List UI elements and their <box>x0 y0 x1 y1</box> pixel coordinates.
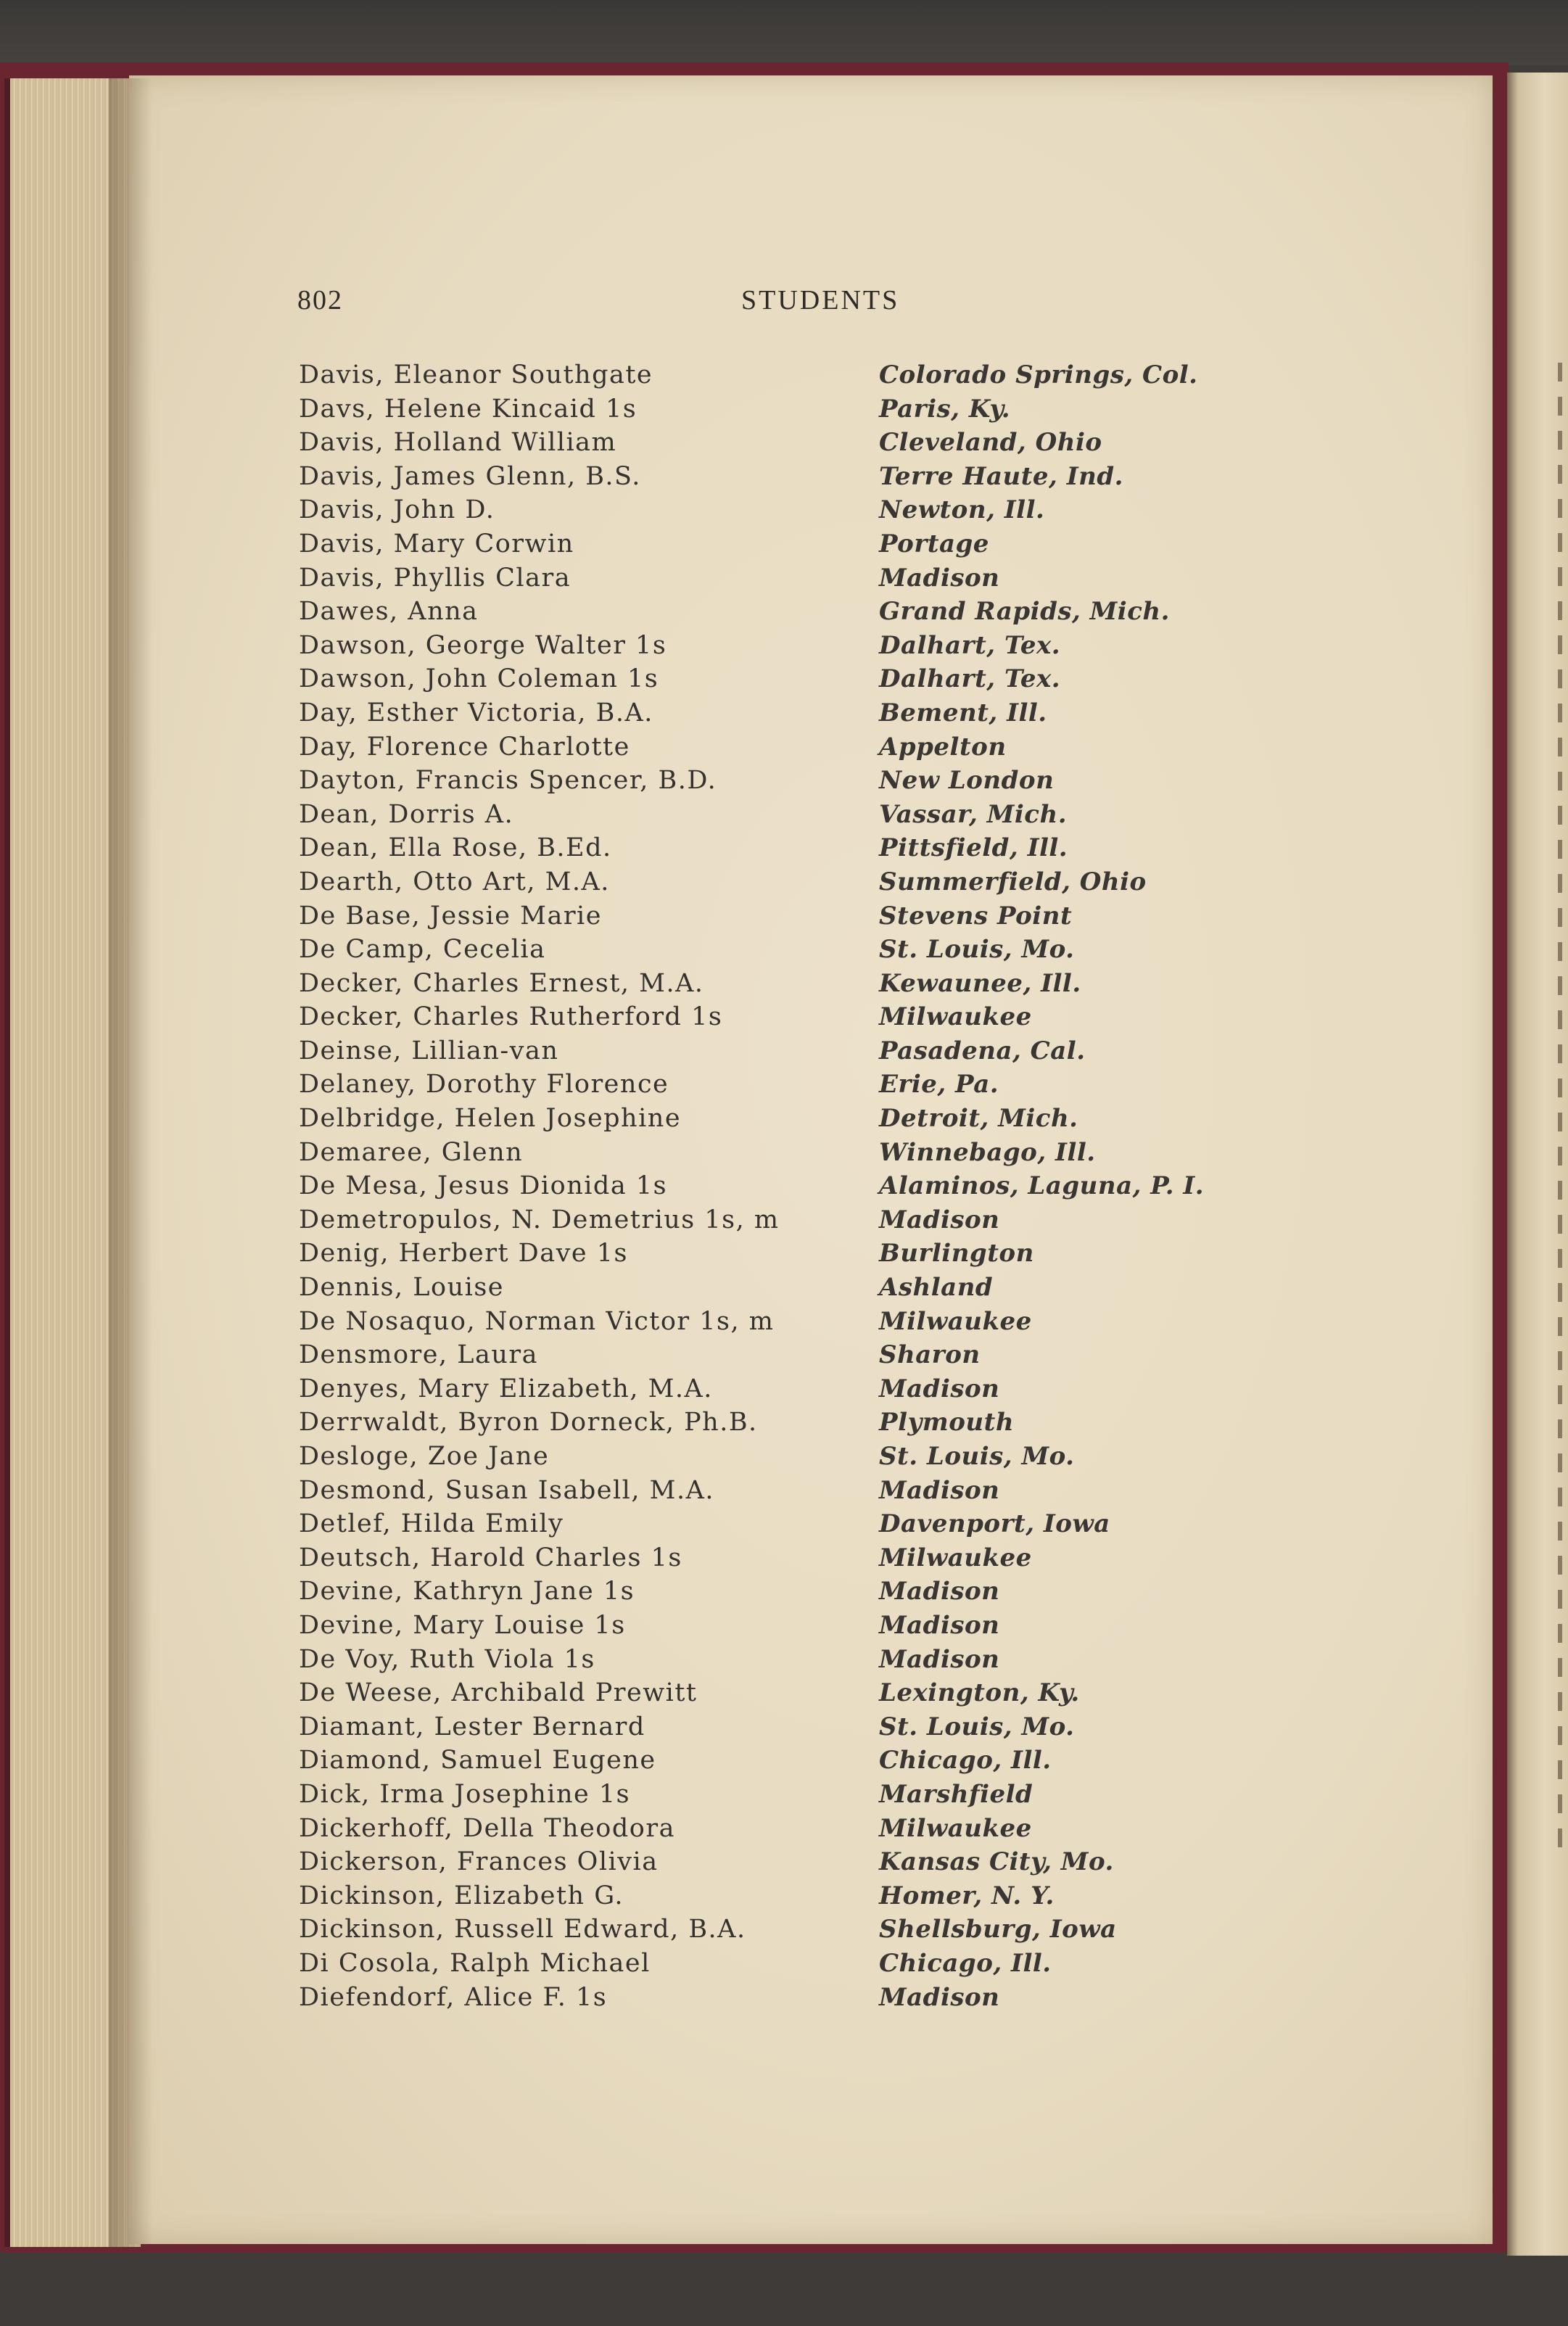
student-hometown: Pasadena, Cal. <box>879 1036 1086 1065</box>
student-entry <box>299 1947 1307 1981</box>
text-fragment <box>1558 1419 1562 1438</box>
student-entry <box>299 1879 1307 1913</box>
student-hometown: Pittsfield, Ill. <box>879 833 1068 863</box>
text-fragment <box>1558 1624 1562 1643</box>
student-entry <box>299 764 1307 798</box>
student-name: Dean, Ella Rose, B.Ed. <box>299 833 612 863</box>
student-name: Denig, Herbert Dave 1s <box>299 1239 628 1269</box>
student-name: Desloge, Zoe Jane <box>299 1442 550 1471</box>
student-name: De Camp, Cecelia <box>299 935 546 965</box>
text-fragment <box>1558 1453 1562 1472</box>
student-name: Detlef, Hilda Emily <box>299 1509 564 1539</box>
student-hometown: Milwaukee <box>879 1306 1032 1336</box>
text-fragment <box>1558 738 1562 756</box>
facing-page-text-fragments <box>1558 363 1565 2031</box>
student-name: Diamond, Samuel Eugene <box>299 1746 656 1776</box>
student-entry <box>299 798 1307 832</box>
student-entry <box>299 493 1307 527</box>
student-entry <box>299 527 1307 561</box>
student-entry <box>299 1372 1307 1406</box>
student-entry <box>299 1271 1307 1305</box>
student-name: Demetropulos, N. Demetrius 1s, m <box>299 1205 780 1234</box>
student-name: Dickinson, Elizabeth G. <box>299 1881 624 1910</box>
student-entry <box>299 1507 1307 1541</box>
student-hometown: Kansas City, Mo. <box>879 1847 1114 1877</box>
student-hometown: Newton, Ill. <box>879 495 1045 525</box>
running-title: STUDENTS <box>741 285 900 316</box>
text-fragment <box>1558 1726 1562 1745</box>
student-hometown: Madison <box>879 1644 1000 1674</box>
student-hometown: Burlington <box>879 1239 1034 1269</box>
student-entry <box>299 696 1307 730</box>
student-entry <box>299 358 1307 392</box>
text-fragment <box>1558 1828 1562 1847</box>
student-name: Devine, Mary Louise 1s <box>299 1610 626 1640</box>
student-hometown: Winnebago, Ill. <box>879 1137 1096 1167</box>
student-name: Diamant, Lester Bernard <box>299 1712 645 1741</box>
student-name: Delaney, Dorothy Florence <box>299 1070 669 1100</box>
student-hometown: Davenport, Iowa <box>879 1509 1110 1539</box>
student-entry <box>299 865 1307 899</box>
student-name: Desmond, Susan Isabell, M.A. <box>299 1475 714 1505</box>
student-entry <box>299 1744 1307 1778</box>
student-entry <box>299 1338 1307 1372</box>
student-hometown: Portage <box>879 529 989 558</box>
student-entry <box>299 1169 1307 1203</box>
student-entry <box>299 1000 1307 1034</box>
student-name: Dearth, Otto Art, M.A. <box>299 867 610 896</box>
student-entry <box>299 933 1307 967</box>
text-fragment <box>1558 942 1562 961</box>
student-hometown: Madison <box>879 1982 1000 2012</box>
text-fragment <box>1558 1658 1562 1677</box>
text-fragment <box>1558 669 1562 688</box>
text-fragment <box>1558 1079 1562 1097</box>
text-fragment <box>1558 874 1562 893</box>
text-fragment <box>1558 363 1562 382</box>
text-fragment <box>1558 1590 1562 1609</box>
student-hometown: Grand Rapids, Mich. <box>879 597 1170 627</box>
student-hometown: Milwaukee <box>879 1002 1032 1032</box>
student-name: Dickerhoff, Della Theodora <box>299 1813 675 1843</box>
student-name: De Weese, Archibald Prewitt <box>299 1678 698 1708</box>
student-hometown: Bement, Ill. <box>879 698 1047 727</box>
student-hometown: New London <box>879 766 1055 796</box>
student-hometown: Madison <box>879 1374 1000 1403</box>
text-fragment <box>1558 397 1562 416</box>
student-name: Dennis, Louise <box>299 1273 504 1303</box>
text-fragment <box>1558 1385 1562 1404</box>
student-hometown: Lexington, Ky. <box>879 1678 1080 1708</box>
student-entry <box>299 1440 1307 1474</box>
student-hometown: Colorado Springs, Col. <box>879 360 1198 389</box>
student-entry <box>299 595 1307 629</box>
text-fragment <box>1558 840 1562 859</box>
text-fragment <box>1558 1351 1562 1370</box>
text-fragment <box>1558 1760 1562 1779</box>
text-fragment <box>1558 1794 1562 1813</box>
text-fragment <box>1558 1283 1562 1302</box>
student-name: De Base, Jessie Marie <box>299 901 602 931</box>
student-name: Deinse, Lillian-van <box>299 1036 559 1065</box>
student-hometown: Dalhart, Tex. <box>879 630 1061 660</box>
student-entry <box>299 1676 1307 1710</box>
text-fragment <box>1558 465 1562 484</box>
student-name: Denyes, Mary Elizabeth, M.A. <box>299 1374 713 1403</box>
student-name: Derrwaldt, Byron Dorneck, Ph.B. <box>299 1408 758 1438</box>
student-hometown: Milwaukee <box>879 1543 1032 1572</box>
student-name: Dawson, John Coleman 1s <box>299 664 659 694</box>
text-fragment <box>1558 601 1562 620</box>
background-top <box>0 0 1568 65</box>
student-name: Decker, Charles Ernest, M.A. <box>299 968 704 998</box>
student-entry <box>299 1305 1307 1339</box>
text-fragment <box>1558 1692 1562 1711</box>
student-name: Davis, John D. <box>299 495 495 525</box>
student-hometown: Madison <box>879 563 1000 593</box>
student-hometown: Chicago, Ill. <box>879 1948 1052 1978</box>
student-name: Day, Esther Victoria, B.A. <box>299 698 653 727</box>
student-name: Diefendorf, Alice F. 1s <box>299 1982 608 2012</box>
text-fragment <box>1558 908 1562 927</box>
text-fragment <box>1558 976 1562 995</box>
text-fragment <box>1558 1010 1562 1029</box>
student-hometown: Appelton <box>879 732 1007 762</box>
student-entry <box>299 392 1307 426</box>
student-entry <box>299 561 1307 595</box>
student-entry <box>299 1237 1307 1271</box>
student-list <box>299 358 1307 2014</box>
student-hometown: Paris, Ky. <box>879 394 1011 424</box>
student-name: Deutsch, Harold Charles 1s <box>299 1543 682 1572</box>
student-name: Di Cosola, Ralph Michael <box>299 1948 651 1978</box>
student-entry <box>299 1812 1307 1846</box>
student-hometown: Madison <box>879 1475 1000 1505</box>
student-hometown: Madison <box>879 1577 1000 1607</box>
student-hometown: St. Louis, Mo. <box>879 1712 1075 1741</box>
student-entry <box>299 1913 1307 1947</box>
student-hometown: Erie, Pa. <box>879 1070 999 1100</box>
text-fragment <box>1558 533 1562 552</box>
student-name: Dayton, Francis Spencer, B.D. <box>299 766 717 796</box>
student-entry <box>299 426 1307 460</box>
student-name: Davis, Phyllis Clara <box>299 563 572 593</box>
student-name: Davis, Eleanor Southgate <box>299 360 653 389</box>
student-name: Davs, Helene Kincaid 1s <box>299 394 637 424</box>
text-fragment <box>1558 704 1562 722</box>
student-name: De Nosaquo, Norman Victor 1s, m <box>299 1306 775 1336</box>
student-name: Davis, Mary Corwin <box>299 529 574 558</box>
student-hometown: Sharon <box>879 1340 981 1370</box>
student-hometown: Stevens Point <box>879 901 1073 931</box>
student-name: Decker, Charles Rutherford 1s <box>299 1002 723 1032</box>
student-entry <box>299 1981 1307 2015</box>
text-fragment <box>1558 772 1562 791</box>
student-name: Dean, Dorris A. <box>299 799 514 829</box>
student-name: De Voy, Ruth Viola 1s <box>299 1644 595 1674</box>
text-fragment <box>1558 635 1562 654</box>
student-entry <box>299 730 1307 764</box>
student-hometown: Homer, N. Y. <box>879 1881 1055 1910</box>
student-entry <box>299 1068 1307 1102</box>
text-fragment <box>1558 1556 1562 1575</box>
student-hometown: Plymouth <box>879 1408 1015 1438</box>
student-entry <box>299 1203 1307 1237</box>
student-name: De Mesa, Jesus Dionida 1s <box>299 1171 668 1201</box>
text-fragment <box>1558 1044 1562 1063</box>
student-name: Delbridge, Helen Josephine <box>299 1104 682 1134</box>
text-fragment <box>1558 499 1562 518</box>
student-entry <box>299 1034 1307 1068</box>
student-name: Dickerson, Frances Olivia <box>299 1847 659 1877</box>
text-fragment <box>1558 1317 1562 1336</box>
page-number: 802 <box>297 285 343 316</box>
student-hometown: St. Louis, Mo. <box>879 1442 1075 1471</box>
text-fragment <box>1558 1488 1562 1506</box>
text-fragment <box>1558 1215 1562 1234</box>
student-entry <box>299 662 1307 696</box>
student-name: Davis, James Glenn, B.S. <box>299 461 641 491</box>
student-entry <box>299 967 1307 1001</box>
student-name: Devine, Kathryn Jane 1s <box>299 1577 635 1607</box>
text-fragment <box>1558 1181 1562 1200</box>
text-fragment <box>1558 806 1562 825</box>
student-hometown: Milwaukee <box>879 1813 1032 1843</box>
student-hometown: St. Louis, Mo. <box>879 935 1075 965</box>
student-name: Demaree, Glenn <box>299 1137 524 1167</box>
student-entry <box>299 1541 1307 1575</box>
student-entry <box>299 1778 1307 1812</box>
student-entry <box>299 1474 1307 1508</box>
student-hometown: Detroit, Mich. <box>879 1104 1078 1134</box>
gutter-shadow <box>109 78 152 2247</box>
student-entry <box>299 831 1307 865</box>
text-fragment <box>1558 431 1562 450</box>
student-entry <box>299 1643 1307 1677</box>
student-hometown: Shellsburg, Iowa <box>879 1915 1117 1944</box>
student-hometown: Ashland <box>879 1273 994 1303</box>
student-hometown: Summerfield, Ohio <box>879 867 1147 896</box>
student-entry <box>299 1102 1307 1136</box>
student-hometown: Alaminos, Laguna, P. I. <box>879 1171 1205 1201</box>
student-name: Dawson, George Walter 1s <box>299 630 667 660</box>
student-hometown: Madison <box>879 1205 1000 1234</box>
student-hometown: Kewaunee, Ill. <box>879 968 1081 998</box>
student-hometown: Cleveland, Ohio <box>879 428 1102 458</box>
student-name: Dick, Irma Josephine 1s <box>299 1779 631 1809</box>
text-fragment <box>1558 1113 1562 1131</box>
student-entry <box>299 899 1307 933</box>
student-hometown: Chicago, Ill. <box>879 1746 1052 1776</box>
text-fragment <box>1558 567 1562 586</box>
student-entry <box>299 1609 1307 1643</box>
text-fragment <box>1558 1249 1562 1268</box>
student-entry <box>299 1406 1307 1440</box>
student-entry <box>299 1136 1307 1170</box>
student-entry <box>299 460 1307 494</box>
student-name: Densmore, Laura <box>299 1340 538 1370</box>
student-hometown: Marshfield <box>879 1779 1033 1809</box>
student-entry <box>299 1710 1307 1744</box>
student-hometown: Vassar, Mich. <box>879 799 1068 829</box>
student-entry <box>299 629 1307 663</box>
student-entry <box>299 1575 1307 1609</box>
student-hometown: Madison <box>879 1610 1000 1640</box>
student-hometown: Dalhart, Tex. <box>879 664 1061 694</box>
text-fragment <box>1558 1147 1562 1166</box>
student-name: Day, Florence Charlotte <box>299 732 630 762</box>
student-name: Dickinson, Russell Edward, B.A. <box>299 1915 746 1944</box>
student-name: Davis, Holland William <box>299 428 617 458</box>
student-hometown: Terre Haute, Ind. <box>879 461 1123 491</box>
student-entry <box>299 1845 1307 1879</box>
student-name: Dawes, Anna <box>299 597 479 627</box>
text-fragment <box>1558 1522 1562 1541</box>
